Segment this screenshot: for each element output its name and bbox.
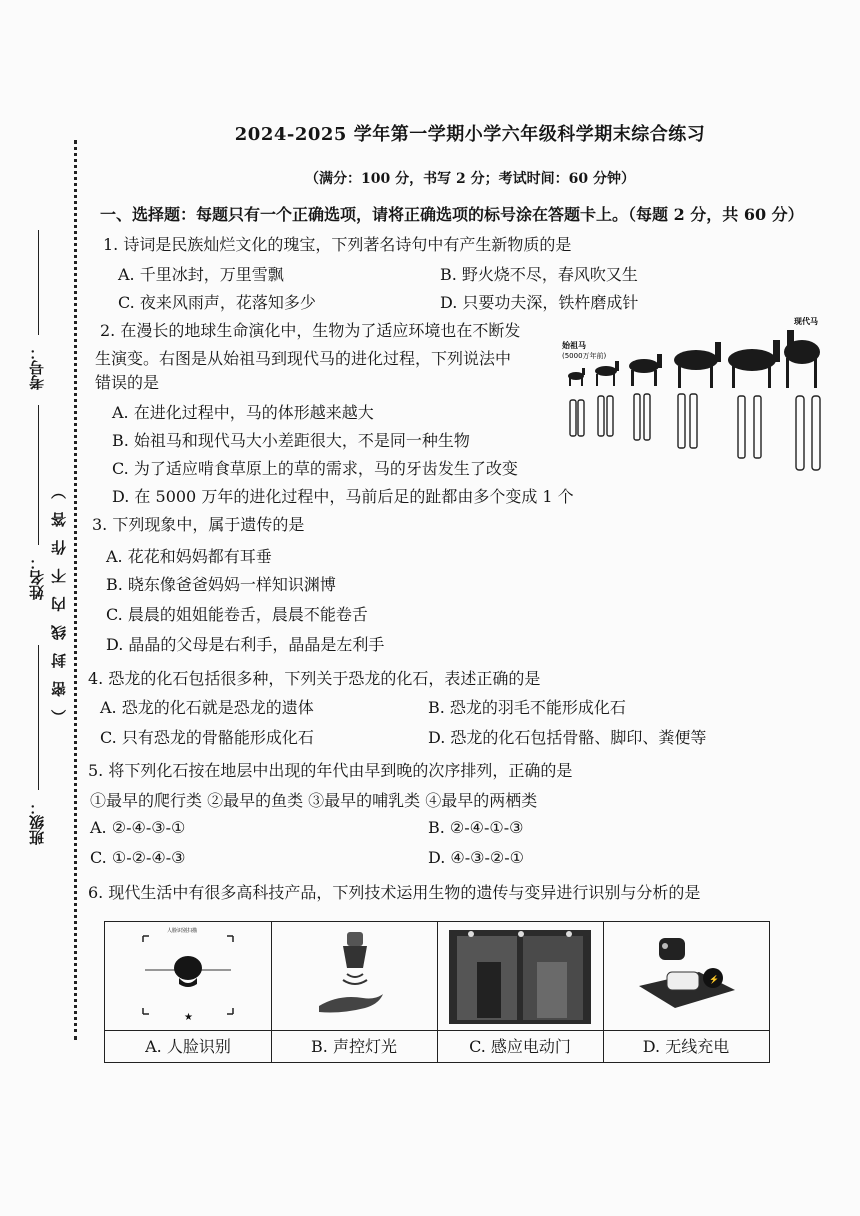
face-icon (174, 956, 202, 980)
exam-title: 2024-2025 学年第一学期小学六年级科学期末综合练习 (234, 124, 706, 145)
exam-number-blank (38, 230, 39, 335)
fig-label-eohippus-age: (5000万年前) (562, 352, 607, 360)
q3-option-b: B. 晓东像爸爸妈妈一样知识渊博 (106, 575, 336, 594)
q3-option-c: C. 晨晨的姐姐能卷舌，晨晨不能卷舌 (106, 605, 368, 624)
horse-evolution-figure (558, 316, 824, 476)
q5-stem: 5. 将下列化石按在地层中出现的年代由早到晚的次序排列，正确的是 (88, 761, 573, 780)
q6-image-face-recognition (105, 922, 272, 1030)
binding-dotted-line (74, 140, 77, 1040)
section-heading-choice: 一、选择题：每题只有一个正确选项，请将正确选项的标号涂在答题卡上。（每题 2 分，共 60 分） (100, 205, 804, 224)
q2-stem-line1: 2. 在漫长的地球生命演化中，生物为了适应环境也在不断发 (100, 321, 521, 340)
seal-line-notice: （ 密 封 线 内 不 作 答 ） (50, 480, 68, 725)
q6-option-b: B. 声控灯光 (271, 1030, 438, 1063)
q2-stem-line3: 错误的是 (95, 373, 160, 392)
horse-2 (595, 361, 619, 386)
q6-image-wireless-charger (603, 922, 769, 1030)
horse-3 (629, 354, 662, 386)
q5-option-d: D. ④-③-②-① (428, 848, 525, 867)
q4-option-b: B. 恐龙的羽毛不能形成化石 (428, 698, 626, 717)
q6-image-sensor-door (437, 922, 604, 1030)
class-label: 班级： (28, 800, 46, 845)
fig-label-modern-horse: 现代马 (794, 317, 818, 326)
q3-stem: 3. 下列现象中，属于遗传的是 (92, 515, 305, 534)
q1-option-a: A. 千里冰封，万里雪飘 (118, 265, 284, 284)
q2-option-a: A. 在进化过程中，马的体形越来越大 (112, 403, 374, 422)
q2-option-d: D. 在 5000 万年的进化过程中，马前后足的趾都由多个变成 1 个 (112, 487, 574, 506)
name-label: 姓名： (28, 555, 46, 600)
q4-stem: 4. 恐龙的化石包括很多种，下列关于恐龙的化石，表述正确的是 (88, 669, 541, 688)
q4-option-a: A. 恐龙的化石就是恐龙的遗体 (100, 698, 314, 717)
horse-4 (674, 342, 721, 388)
q1-option-d: D. 只要功夫深，铁杵磨成针 (440, 293, 639, 312)
q6-image-voice-light (271, 922, 438, 1030)
q6-stem: 6. 现代生活中有很多高科技产品，下列技术运用生物的遗传与变异进行识别与分析的是 (88, 883, 701, 902)
q1-stem: 1. 诗词是民族灿烂文化的瑰宝，下列著名诗句中有产生新物质的是 (103, 235, 572, 254)
q6-option-a: A. 人脸识别 (105, 1030, 272, 1063)
q6-option-d: D. 无线充电 (603, 1030, 769, 1063)
q5-items: ①最早的爬行类 ②最早的鱼类 ③最早的哺乳类 ④最早的两栖类 (90, 791, 538, 810)
class-blank (38, 645, 39, 790)
q6-option-c: C. 感应电动门 (437, 1030, 604, 1063)
hoof-bones (570, 394, 820, 470)
fig-label-eohippus: 始祖马 (562, 341, 586, 350)
q2-stem-line2: 生演变。右图是从始祖马到现代马的进化过程，下列说法中 (95, 349, 512, 368)
hand-icon (319, 994, 383, 1013)
horse-1 (568, 368, 585, 386)
q5-option-a: A. ②-④-③-① (90, 818, 186, 837)
q3-option-a: A. 花花和妈妈都有耳垂 (106, 547, 272, 566)
q4-option-d: D. 恐龙的化石包括骨骼、脚印、粪便等 (428, 728, 707, 747)
q1-option-b: B. 野火烧不尽，春风吹又生 (440, 265, 638, 284)
q5-option-b: B. ②-④-①-③ (428, 818, 524, 837)
horse-5 (728, 340, 780, 388)
svg-text:★: ★ (184, 1012, 193, 1023)
exam-subtitle: （满分：100 分，书写 2 分；考试时间：60 分钟） (305, 171, 635, 187)
exam-number-label: 考号： (28, 345, 46, 390)
svg-text:⚡: ⚡ (709, 975, 719, 984)
q3-option-d: D. 晶晶的父母是右利手，晶晶是左利手 (106, 635, 385, 654)
lamp-icon (343, 946, 367, 968)
q6-options-table (104, 921, 770, 1063)
q1-option-c: C. 夜来风雨声，花落知多少 (118, 293, 316, 312)
q2-option-b: B. 始祖马和现代马大小差距很大，不是同一种生物 (112, 431, 470, 450)
q5-option-c: C. ①-②-④-③ (90, 848, 186, 867)
horse-6 (784, 330, 820, 388)
q2-option-c: C. 为了适应啃食草原上的草的需求，马的牙齿发生了改变 (112, 459, 518, 478)
q4-option-c: C. 只有恐龙的骨骼能形成化石 (100, 728, 314, 747)
name-blank (38, 405, 39, 545)
face-scan-caption: 人脸识别扫描 (167, 928, 198, 934)
